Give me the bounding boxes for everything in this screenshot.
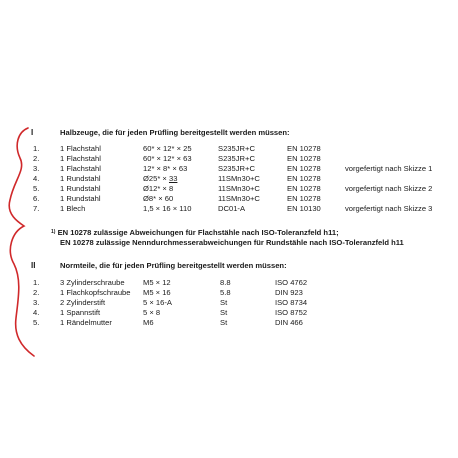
row-number: 5. [33, 318, 40, 327]
row-description: 1 Rändelmutter [60, 318, 112, 327]
row-number: 7. [33, 204, 40, 213]
row-description: 1 Flachkopfschraube [60, 288, 131, 297]
row-material: 11SMn30+C [218, 194, 260, 203]
row-norm: EN 10278 [287, 164, 321, 173]
row-number: 1. [33, 144, 40, 153]
row-description: 1 Spannstift [60, 308, 101, 317]
row-norm: EN 10278 [287, 174, 321, 183]
row-number: 4. [33, 174, 40, 183]
row-description: 2 Zylinderstift [60, 298, 106, 307]
row-norm: ISO 4762 [275, 278, 308, 287]
row-norm: EN 10278 [287, 184, 321, 193]
section-1-heading: Halbzeuge, die für jeden Prüfling bereitgestellt werden müssen: [60, 128, 290, 137]
row-number: 5. [33, 184, 40, 193]
table-row [0, 154, 458, 164]
row-norm: EN 10278 [287, 144, 321, 153]
row-number: 3. [33, 298, 40, 307]
row-dimension: Ø12* × 8 [143, 184, 174, 193]
row-norm: DIN 466 [275, 318, 303, 327]
table-row [0, 174, 458, 184]
row-dimension: 60* × 12* × 63 [143, 154, 192, 163]
row-dimension: M6 [143, 318, 154, 327]
row-description: 3 Zylinderschraube [60, 278, 125, 287]
row-description: 1 Flachstahl [60, 144, 101, 153]
table-row [0, 288, 458, 298]
row-material: S235JR+C [218, 164, 255, 173]
footnote-mark: 1) [51, 229, 56, 235]
row-note: vorgefertigt nach Skizze 2 [345, 184, 433, 193]
row-dimension: M5 × 12 [143, 278, 171, 287]
row-dimension: 5 × 8 [143, 308, 161, 317]
section-2-numeral: II [31, 261, 36, 270]
row-dimension: M5 × 16 [143, 288, 171, 297]
row-dimension: 12* × 8* × 63 [143, 164, 188, 173]
row-note: vorgefertigt nach Skizze 1 [345, 164, 433, 173]
section-2-heading: Normteile, die für jeden Prüfling bereitgestellt werden müssen: [60, 261, 287, 270]
row-material: 11SMn30+C [218, 174, 260, 183]
row-material: St [220, 318, 228, 327]
table-row [0, 204, 458, 214]
footnote-text-1: EN 10278 zulässige Abweichungen für Flachstähle nach ISO-Toleranzfeld h11; [57, 228, 339, 237]
table-row [0, 278, 458, 288]
row-norm: EN 10278 [287, 154, 321, 163]
row-norm: EN 10130 [287, 204, 321, 213]
row-description: 1 Rundstahl [60, 194, 101, 203]
row-material: 8.8 [220, 278, 231, 287]
row-number: 2. [33, 154, 40, 163]
table-row [0, 164, 458, 174]
table-row [0, 144, 458, 154]
row-note: vorgefertigt nach Skizze 3 [345, 204, 433, 213]
row-description: 1 Flachstahl [60, 154, 101, 163]
row-description: 1 Rundstahl [60, 184, 101, 193]
row-material: St [220, 298, 228, 307]
row-number: 1. [33, 278, 40, 287]
row-material: 11SMn30+C [218, 184, 260, 193]
row-norm: ISO 8734 [275, 298, 308, 307]
row-material: DC01-A [218, 204, 246, 213]
table-row [0, 194, 458, 204]
row-norm: EN 10278 [287, 194, 321, 203]
row-material: S235JR+C [218, 154, 255, 163]
row-dimension: Ø8* × 60 [143, 194, 174, 203]
row-dimension: 60* × 12* × 25 [143, 144, 192, 153]
table-row [0, 308, 458, 318]
row-number: 2. [33, 288, 40, 297]
table-row [0, 298, 458, 308]
footnote-line-1 [51, 228, 339, 237]
row-number: 6. [33, 194, 40, 203]
row-dimension-underlined: 33 [168, 174, 178, 183]
row-dimension-prefix: Ø25* × [143, 174, 169, 183]
row-dimension: 5 × 16-A [143, 298, 172, 307]
table-row [0, 318, 458, 328]
footnote-line-2: EN 10278 zulässige Nenndurchmesserabweichungen für Rundstähle nach ISO-Toleranzfeld h11 [60, 238, 404, 247]
row-norm: ISO 8752 [275, 308, 308, 317]
row-number: 4. [33, 308, 40, 317]
row-description: 1 Rundstahl [60, 174, 101, 183]
row-material: St [220, 308, 228, 317]
row-description: 1 Blech [60, 204, 86, 213]
row-number: 3. [33, 164, 40, 173]
table-row [0, 184, 458, 194]
row-dimension [143, 174, 177, 183]
row-material: S235JR+C [218, 144, 255, 153]
row-description: 1 Flachstahl [60, 164, 101, 173]
section-1-numeral: I [31, 128, 34, 137]
row-material: 5.8 [220, 288, 231, 297]
row-norm: DIN 923 [275, 288, 303, 297]
row-dimension: 1,5 × 16 × 110 [143, 204, 192, 213]
